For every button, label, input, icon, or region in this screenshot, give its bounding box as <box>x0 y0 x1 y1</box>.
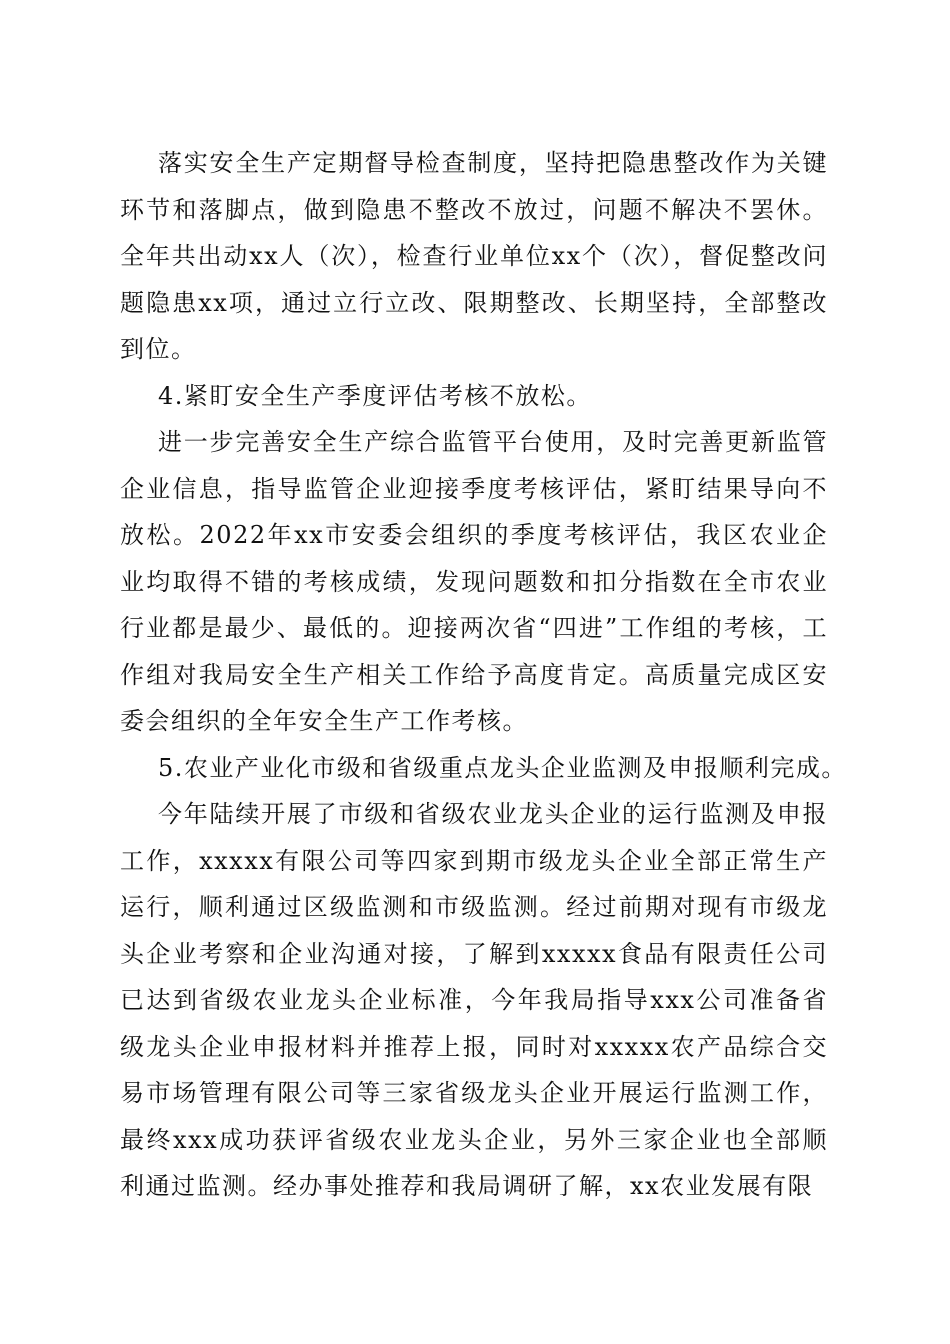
document-body <box>120 140 847 1210</box>
heading-quarterly-assessment: 4.紧盯安全生产季度评估考核不放松。 <box>158 381 592 410</box>
paragraph-leading-enterprises: 今年陆续开展了市级和省级农业龙头企业的运行监测及申报工作，xxxxx有限公司等四家到期市级龙头企业全部正常生产运行，顺利通过区级监测和市级监测。经过前期对现有市级龙头企业考察和企业沟通对接，了解到xxxxx食品有限责任公司已达到省级农业龙头企业标准，今年我局指导xxx公司准备省级龙头企业申报材料并推荐上报，同时对xxxxx农产品综合交易市场管理有限公司等三家省级龙头企业开展运行监测工作，最终xxx成功获评省级农业龙头企业，另外三家企业也全部顺利通过监测。经办事处推荐和我局调研了解，xx农业发展有限 <box>120 800 828 1200</box>
paragraph-hazard-rectification: 落实安全生产定期督导检查制度，坚持把隐患整改作为关键环节和落脚点，做到隐患不整改不放过，问题不解决不罢休。全年共出动xx人（次），检查行业单位xx个（次），督促整改问题隐患xx项，通过立行立改、限期整改、长期坚持，全部整改到位。 <box>120 149 828 363</box>
heading-leading-enterprises: 5.农业产业化市级和省级重点龙头企业监测及申报顺利完成。 <box>158 753 847 782</box>
paragraph-quarterly-assessment: 进一步完善安全生产综合监管平台使用，及时完善更新监管企业信息，指导监管企业迎接季度考核评估，紧盯结果导向不放松。2022年xx市安委会组织的季度考核评估，我区农业企业均取得不错的考核成绩，发现问题数和扣分指数在全市农业行业都是最少、最低的。迎接两次省“四进”工作组的考核，工作组对我局安全生产相关工作给予高度肯定。高质量完成区安委会组织的全年安全生产工作考核。 <box>120 428 828 735</box>
